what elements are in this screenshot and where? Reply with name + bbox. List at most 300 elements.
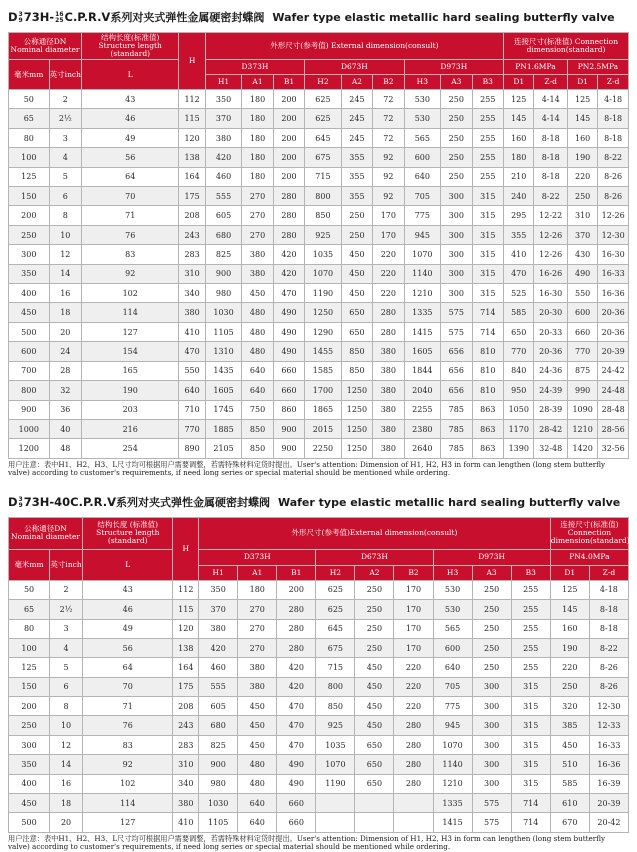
table-cell: 208 xyxy=(173,697,199,716)
table-cell: 20-36 xyxy=(534,342,567,361)
table-cell: 315 xyxy=(511,774,550,793)
table-cell: 300 xyxy=(472,677,511,696)
table-cell: 72 xyxy=(373,128,404,147)
table-cell: 470 xyxy=(504,264,534,283)
table-cell: 28 xyxy=(49,361,81,380)
table-cell: 770 xyxy=(504,342,534,361)
table-row xyxy=(9,225,629,244)
table-cell: 255 xyxy=(472,167,504,186)
table-cell: 1335 xyxy=(404,303,441,322)
table-cell: 2015 xyxy=(305,419,342,438)
table-row xyxy=(9,206,629,225)
header-b1: B1 xyxy=(273,75,304,90)
table-cell: 216 xyxy=(82,419,179,438)
table-row xyxy=(9,600,629,619)
table-cell: 2250 xyxy=(305,439,342,458)
table-cell: 2½ xyxy=(50,600,83,619)
table-cell: 180 xyxy=(242,148,273,167)
table-cell: 825 xyxy=(199,735,238,754)
table-row xyxy=(9,619,629,638)
table-cell: 656 xyxy=(441,361,472,380)
section1-table-body xyxy=(9,90,629,459)
table-cell: 1865 xyxy=(305,400,342,419)
table-cell: 450 xyxy=(341,284,372,303)
table-cell: 250 xyxy=(341,225,372,244)
table-cell: 190 xyxy=(567,148,597,167)
header-l: L xyxy=(83,549,173,580)
table-cell: 1200 xyxy=(9,439,50,458)
table-row xyxy=(9,264,629,283)
table-cell: 180 xyxy=(242,128,273,147)
table-cell: 470 xyxy=(277,697,316,716)
table-cell: 925 xyxy=(316,716,355,735)
header-group-pn25: PN2.5MPa xyxy=(567,60,628,75)
table-row xyxy=(9,813,629,832)
table-cell: 112 xyxy=(173,580,199,599)
table-cell: 250 xyxy=(472,580,511,599)
table-cell: 810 xyxy=(472,342,504,361)
table-row xyxy=(9,638,629,657)
table-cell: 254 xyxy=(82,439,179,458)
table-cell: 175 xyxy=(173,677,199,696)
table-cell: 810 xyxy=(472,361,504,380)
table-cell: 900 xyxy=(205,264,242,283)
table-cell: 840 xyxy=(504,361,534,380)
table-cell: 164 xyxy=(179,167,205,186)
table-cell: 245 xyxy=(341,128,372,147)
table-cell: 70 xyxy=(83,677,173,696)
table-cell: 605 xyxy=(199,697,238,716)
table-cell xyxy=(355,813,394,832)
header-a1: A1 xyxy=(242,75,273,90)
table-cell: 210 xyxy=(504,167,534,186)
table-row xyxy=(9,148,629,167)
table-cell: 220 xyxy=(373,284,404,303)
table-cell: 1435 xyxy=(205,361,242,380)
table-cell: 1140 xyxy=(404,264,441,283)
table-cell: 420 xyxy=(273,264,304,283)
table-cell: 20-36 xyxy=(598,322,629,341)
table-cell: 400 xyxy=(9,284,50,303)
table-cell: 280 xyxy=(373,303,404,322)
header-group-d373h: D373H xyxy=(199,549,316,565)
table-cell: 200 xyxy=(273,148,304,167)
table-cell: 40 xyxy=(49,419,81,438)
table-cell: 460 xyxy=(205,167,242,186)
table-cell: 46 xyxy=(82,109,179,128)
table-cell: 600 xyxy=(433,638,472,657)
table-cell: 8-26 xyxy=(589,658,628,677)
table-cell: 1605 xyxy=(205,381,242,400)
table-cell: 750 xyxy=(242,400,273,419)
table-cell: 8-22 xyxy=(534,187,567,206)
table-cell: 380 xyxy=(205,128,242,147)
table-cell: 300 xyxy=(441,206,472,225)
table-cell: 160 xyxy=(550,619,589,638)
table-cell: 660 xyxy=(567,322,597,341)
table-cell: 50 xyxy=(9,90,50,109)
table-cell: 16-26 xyxy=(534,264,567,283)
table-cell: 83 xyxy=(82,245,179,264)
table-cell: 575 xyxy=(472,813,511,832)
table-cell xyxy=(394,794,433,813)
table-cell: 850 xyxy=(341,342,372,361)
table-cell: 270 xyxy=(242,225,273,244)
table-cell: 470 xyxy=(273,284,304,303)
table-cell: 810 xyxy=(472,381,504,400)
table-cell: 8 xyxy=(49,206,81,225)
table-cell: 28-48 xyxy=(598,400,629,419)
table-cell: 714 xyxy=(472,322,504,341)
table-cell: 1420 xyxy=(567,439,597,458)
table-cell: 925 xyxy=(305,225,342,244)
table-cell: 92 xyxy=(373,148,404,167)
header-h2: H2 xyxy=(316,565,355,580)
table-cell: 1745 xyxy=(205,400,242,419)
table-cell: 1335 xyxy=(433,794,472,813)
table-cell: 150 xyxy=(9,677,50,696)
table-cell: 850 xyxy=(316,697,355,716)
table-cell: 660 xyxy=(277,794,316,813)
header-nominal-diameter: 公称通径DN Nominal diameter xyxy=(9,33,82,60)
header-connection-dimension: 连接尺寸(标准值) Connection dimension(standard) xyxy=(550,517,628,549)
table-cell: 46 xyxy=(83,600,173,619)
table-row xyxy=(9,322,629,341)
section1-title xyxy=(8,2,629,32)
table-cell: 785 xyxy=(441,439,472,458)
table-cell: 380 xyxy=(373,439,404,458)
table-cell: 980 xyxy=(199,774,238,793)
table-cell: 280 xyxy=(373,322,404,341)
table-row xyxy=(9,677,629,696)
table-cell: 300 xyxy=(441,264,472,283)
table-cell: 675 xyxy=(316,638,355,657)
table-cell: 220 xyxy=(394,658,433,677)
table-cell: 1250 xyxy=(341,381,372,400)
table-cell: 715 xyxy=(305,167,342,186)
table-cell: 555 xyxy=(199,677,238,696)
table-row xyxy=(9,284,629,303)
table-cell: 76 xyxy=(83,716,173,735)
table-cell: 555 xyxy=(205,187,242,206)
table-cell: 8-26 xyxy=(598,167,629,186)
table-cell: 255 xyxy=(511,619,550,638)
table-cell: 5 xyxy=(50,658,83,677)
table-cell: 860 xyxy=(273,400,304,419)
header-group-pn16: PN1.6MPa xyxy=(504,60,568,75)
header-h3: H3 xyxy=(433,565,472,580)
table-cell: 420 xyxy=(205,148,242,167)
table-cell: 280 xyxy=(273,187,304,206)
table-cell: 380 xyxy=(242,245,273,264)
table-cell: 850 xyxy=(305,206,342,225)
table-cell: 180 xyxy=(242,90,273,109)
table-cell: 18 xyxy=(49,303,81,322)
table-cell: 714 xyxy=(472,303,504,322)
table-cell: 450 xyxy=(355,716,394,735)
table-cell: 300 xyxy=(441,284,472,303)
table-cell: 24-39 xyxy=(534,381,567,400)
table-cell: 32-56 xyxy=(598,439,629,458)
table-cell: 220 xyxy=(394,697,433,716)
table-cell: 180 xyxy=(238,580,277,599)
section1-spec-table xyxy=(8,32,629,459)
table-cell: 350 xyxy=(205,90,242,109)
table-cell: 380 xyxy=(373,419,404,438)
table-cell: 250 xyxy=(550,677,589,696)
table-cell: 102 xyxy=(82,284,179,303)
table-cell: 1070 xyxy=(316,755,355,774)
header-b2: B2 xyxy=(394,565,433,580)
table-cell: 565 xyxy=(404,128,441,147)
header-structure-length: 结构长度 (标准值) Structure length (standard) xyxy=(83,517,173,549)
table-cell: 16-33 xyxy=(589,735,628,754)
table-cell: 255 xyxy=(472,128,504,147)
table-cell: 850 xyxy=(341,361,372,380)
table-cell: 100 xyxy=(9,638,50,657)
header-a2: A2 xyxy=(341,75,372,90)
header-h1: H1 xyxy=(199,565,238,580)
table-cell: 50 xyxy=(9,580,50,599)
table-cell: 340 xyxy=(173,774,199,793)
table-cell: 450 xyxy=(242,284,273,303)
section1-title-en: Wafer type elastic metallic hard sealing butterfly valve xyxy=(272,11,615,24)
table-cell: 6 xyxy=(50,677,83,696)
table-cell: 410 xyxy=(173,813,199,832)
table-cell: 114 xyxy=(83,794,173,813)
table-cell: 370 xyxy=(205,109,242,128)
table-cell: 14 xyxy=(49,264,81,283)
table-cell: 20-36 xyxy=(598,303,629,322)
header-group-pn40: PN4.0MPa xyxy=(550,549,628,565)
header-group-d973h: D973H xyxy=(404,60,503,75)
table-cell: 16-33 xyxy=(598,264,629,283)
table-cell: 80 xyxy=(9,128,50,147)
table-cell: 250 xyxy=(441,128,472,147)
table-cell: 200 xyxy=(273,167,304,186)
table-cell: 770 xyxy=(179,419,205,438)
table-cell: 380 xyxy=(242,264,273,283)
table-cell: 470 xyxy=(277,716,316,735)
table-cell: 220 xyxy=(394,677,433,696)
table-cell: 16-36 xyxy=(598,284,629,303)
table-cell: 310 xyxy=(567,206,597,225)
header-h1: H1 xyxy=(205,75,242,90)
table-cell: 43 xyxy=(83,580,173,599)
table-cell: 800 xyxy=(9,381,50,400)
table-cell: 280 xyxy=(277,638,316,657)
table-cell: 625 xyxy=(316,580,355,599)
table-cell xyxy=(316,794,355,813)
table-cell: 775 xyxy=(433,697,472,716)
table-cell: 283 xyxy=(173,735,199,754)
table-cell: 1290 xyxy=(305,322,342,341)
table-cell: 420 xyxy=(199,638,238,657)
table-cell: 714 xyxy=(511,813,550,832)
table-cell: 3 xyxy=(50,619,83,638)
table-cell: 8-18 xyxy=(589,619,628,638)
header-a1: A1 xyxy=(238,565,277,580)
table-cell: 243 xyxy=(179,225,205,244)
table-cell: 530 xyxy=(433,580,472,599)
table-cell: 380 xyxy=(238,677,277,696)
table-cell: 380 xyxy=(199,619,238,638)
table-cell: 825 xyxy=(205,245,242,264)
table-row xyxy=(9,774,629,793)
table-cell: 71 xyxy=(82,206,179,225)
table-cell: 8-22 xyxy=(589,638,628,657)
table-cell: 450 xyxy=(238,697,277,716)
table-cell: 310 xyxy=(173,755,199,774)
table-cell: 240 xyxy=(504,187,534,206)
table-cell: 510 xyxy=(550,755,589,774)
table-cell: 1035 xyxy=(316,735,355,754)
table-cell: 1585 xyxy=(305,361,342,380)
table-cell: 355 xyxy=(341,148,372,167)
section2-title-en: Wafer type elastic metallic hard sealing butterfly valve xyxy=(277,495,621,509)
section1-title-zh: 系列对夹式弹性金属硬密封蝶阀 xyxy=(110,11,265,24)
table-cell: 255 xyxy=(511,638,550,657)
table-cell: 575 xyxy=(441,303,472,322)
table-cell: 680 xyxy=(205,225,242,244)
table-cell: 990 xyxy=(567,381,597,400)
table-cell: 250 xyxy=(355,619,394,638)
table-cell: 1170 xyxy=(504,419,534,438)
table-cell: 160 xyxy=(567,128,597,147)
table-row xyxy=(9,658,629,677)
table-cell: 270 xyxy=(242,206,273,225)
table-cell: 76 xyxy=(82,225,179,244)
table-cell: 850 xyxy=(242,439,273,458)
table-cell: 4-14 xyxy=(534,109,567,128)
table-cell: 20 xyxy=(49,322,81,341)
table-cell: 154 xyxy=(82,342,179,361)
header-d1-pn16: D1 xyxy=(504,75,534,90)
table-cell: 1415 xyxy=(433,813,472,832)
table-cell: 280 xyxy=(394,755,433,774)
table-cell: 490 xyxy=(567,264,597,283)
table-cell xyxy=(316,813,355,832)
table-cell: 250 xyxy=(355,638,394,657)
table-cell: 127 xyxy=(83,813,173,832)
section1-model-suffix: C.P.R.V xyxy=(64,10,111,24)
section1-user-note: 用户注意：表中H1、H2、H3、L尺寸均可根据用户需要调整，若需特殊材料定货时提出。User's attention: Dimension of H1, H2, H3 in form can lengthen (long stem butterfly valve) according to customer's requirements, if need long series or special material should be mentioned while ordering. xyxy=(8,459,606,478)
section2-table-body xyxy=(9,580,629,832)
table-cell: 145 xyxy=(567,109,597,128)
table-cell: 250 xyxy=(472,638,511,657)
table-cell: 650 xyxy=(341,322,372,341)
table-cell: 65 xyxy=(9,600,50,619)
table-cell: 300 xyxy=(9,245,50,264)
table-cell: 280 xyxy=(394,716,433,735)
table-cell: 32-48 xyxy=(534,439,567,458)
table-cell: 28-56 xyxy=(598,419,629,438)
header-inch: 英寸inch xyxy=(49,60,81,90)
table-cell: 120 xyxy=(179,128,205,147)
table-cell: 180 xyxy=(242,167,273,186)
section2-title xyxy=(8,487,629,517)
table-cell: 16 xyxy=(49,284,81,303)
table-cell: 625 xyxy=(305,90,342,109)
table-cell: 1250 xyxy=(341,400,372,419)
section1-model-fraction: 3 9 xyxy=(18,11,23,24)
table-cell: 8-26 xyxy=(589,677,628,696)
table-cell: 640 xyxy=(242,361,273,380)
table-cell: 890 xyxy=(179,439,205,458)
table-cell: 170 xyxy=(394,619,433,638)
table-row xyxy=(9,381,629,400)
table-cell: 190 xyxy=(82,381,179,400)
header-h3: H3 xyxy=(404,75,441,90)
table-cell: 24-36 xyxy=(534,361,567,380)
table-row xyxy=(9,580,629,599)
section1-pressure-fraction: 16 25 xyxy=(55,11,64,24)
table-row xyxy=(9,187,629,206)
table-cell: 705 xyxy=(404,187,441,206)
table-cell: 700 xyxy=(9,361,50,380)
table-cell: 625 xyxy=(316,600,355,619)
table-cell: 315 xyxy=(511,755,550,774)
table-cell: 250 xyxy=(441,109,472,128)
table-cell: 16-30 xyxy=(598,245,629,264)
table-cell: 1250 xyxy=(341,439,372,458)
table-row xyxy=(9,167,629,186)
table-row xyxy=(9,697,629,716)
table-cell: 250 xyxy=(567,187,597,206)
header-group-d673h: D673H xyxy=(305,60,404,75)
table-cell: 315 xyxy=(472,225,504,244)
header-a3: A3 xyxy=(441,75,472,90)
table-cell: 5 xyxy=(49,167,81,186)
table-cell: 1140 xyxy=(433,755,472,774)
table-cell: 1030 xyxy=(199,794,238,813)
table-cell: 200 xyxy=(9,206,50,225)
table-row xyxy=(9,419,629,438)
table-cell: 280 xyxy=(277,600,316,619)
table-cell: 645 xyxy=(305,128,342,147)
table-cell: 450 xyxy=(238,735,277,754)
table-cell: 1310 xyxy=(205,342,242,361)
table-cell: 170 xyxy=(373,225,404,244)
table-cell: 410 xyxy=(504,245,534,264)
table-cell: 4-18 xyxy=(598,90,629,109)
table-cell: 12-26 xyxy=(598,206,629,225)
table-cell: 1250 xyxy=(305,303,342,322)
header-h: H xyxy=(179,33,205,90)
table-cell: 480 xyxy=(238,755,277,774)
header-group-d673h: D673H xyxy=(316,549,433,565)
table-cell: 315 xyxy=(511,735,550,754)
table-cell: 1070 xyxy=(433,735,472,754)
table-cell: 6 xyxy=(49,187,81,206)
table-cell: 125 xyxy=(504,90,534,109)
table-cell: 102 xyxy=(83,774,173,793)
table-cell: 460 xyxy=(199,658,238,677)
table-cell: 18 xyxy=(50,794,83,813)
table-cell: 490 xyxy=(273,303,304,322)
table-cell: 355 xyxy=(341,187,372,206)
table-cell: 12 xyxy=(49,245,81,264)
table-cell: 220 xyxy=(373,264,404,283)
table-cell: 164 xyxy=(173,658,199,677)
table-cell: 115 xyxy=(179,109,205,128)
table-row xyxy=(9,794,629,813)
table-cell: 12-26 xyxy=(534,245,567,264)
table-row xyxy=(9,716,629,735)
table-cell: 28-39 xyxy=(534,400,567,419)
table-cell: 170 xyxy=(394,580,433,599)
table-cell: 2105 xyxy=(205,439,242,458)
